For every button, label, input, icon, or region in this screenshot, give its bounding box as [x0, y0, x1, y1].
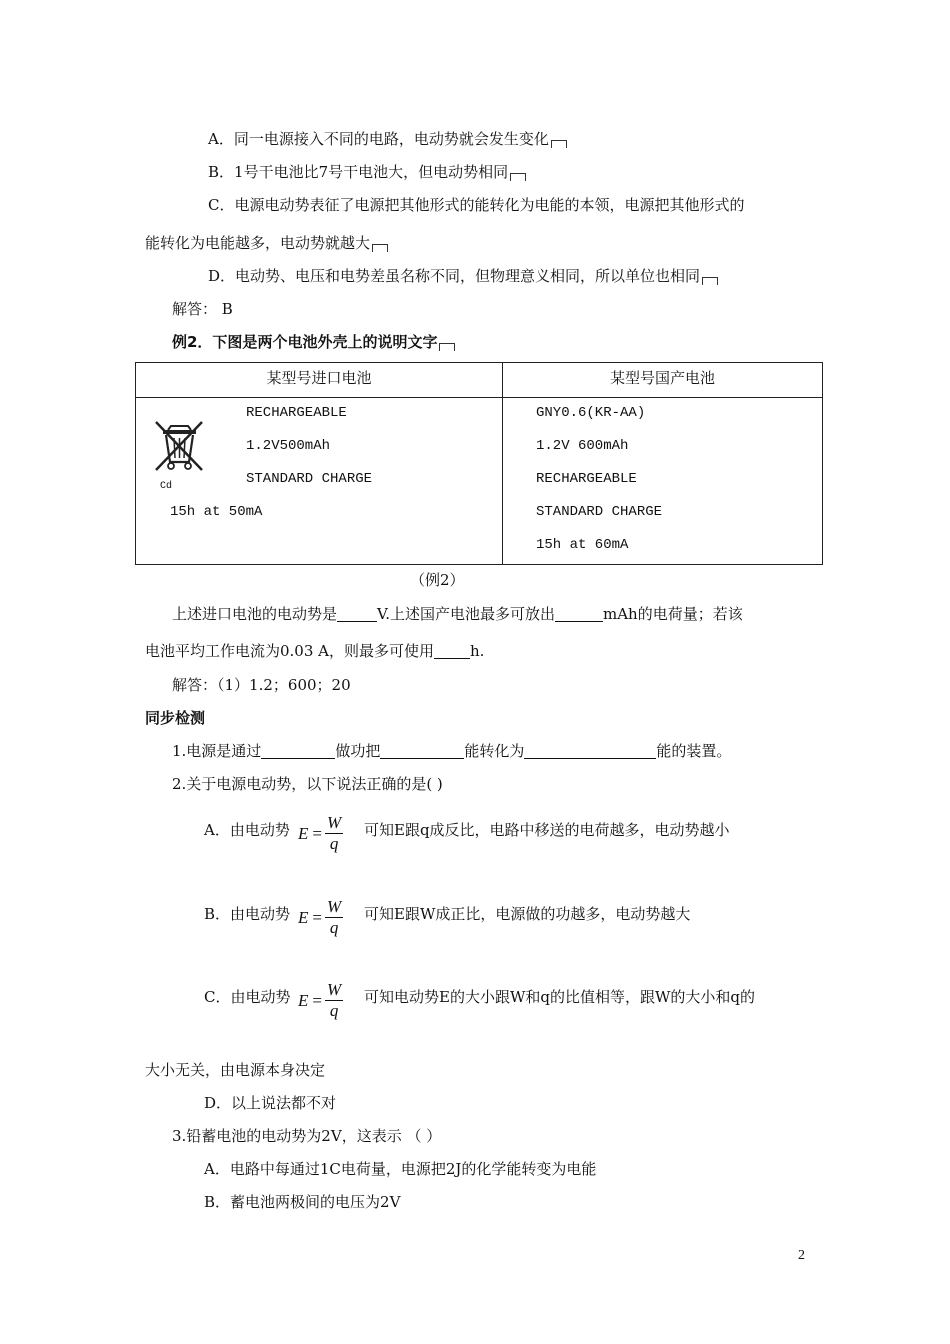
example2-title: 例2．下图是两个电池外壳上的说明文字	[172, 331, 455, 352]
sync-q2-b-prefix: B．由电动势	[204, 905, 291, 923]
imported-line-1: RECHARGEABLE	[246, 405, 347, 421]
page-number: 2	[798, 1248, 805, 1263]
domestic-line-2: 1.2V 600mAh	[536, 438, 629, 454]
domestic-line-3: RECHARGEABLE	[536, 471, 637, 487]
table-header-imported: 某型号进口电池	[136, 363, 503, 398]
cd-label: Cd	[160, 481, 173, 492]
option-c-line2: 能转化为电能越多，电动势就越大	[145, 232, 388, 253]
domestic-line-5: 15h at 60mA	[536, 537, 629, 553]
option-d: D．电动势、电压和电势差虽名称不同，但物理意义相同，所以单位也相同	[208, 265, 718, 286]
recycle-bin-crossed-icon	[148, 418, 210, 478]
emf-formula: E = $\frac{W}{q}$	[298, 813, 342, 853]
option-a: A．同一电源接入不同的电路，电动势就会发生变化	[208, 128, 567, 149]
sync-q1: 1.电源是通过 做功把 能转化为 能的装置。	[172, 742, 732, 760]
emf-formula: E = $\frac{W}{q}$	[298, 897, 342, 937]
sync-q2-c-line2: 大小无关，由电源本身决定	[145, 1061, 326, 1079]
domestic-line-4: STANDARD CHARGE	[536, 504, 663, 520]
example2-question-line2: 电池平均工作电流为0.03 A，则最多可使用 h.	[145, 642, 485, 660]
sync-q3-b: B．蓄电池两极间的电压为2V	[204, 1193, 401, 1211]
example2-answer: 解答：（1）1.2；600；20	[172, 676, 351, 694]
battery-table	[135, 362, 823, 565]
sync-q2-c-prefix: C．由电动势	[204, 988, 291, 1006]
sync-q2-a-prefix: A．由电动势	[204, 821, 290, 839]
sync-q2-b-suffix: 可知E跟W成正比，电源做的功越多，电动势越大	[364, 905, 691, 923]
sync-q3: 3.铅蓄电池的电动势为2V，这表示 （ ）	[172, 1127, 442, 1145]
section-heading: 同步检测	[145, 709, 206, 727]
sync-q2: 2.关于电源电动势，以下说法正确的是( )	[172, 775, 443, 793]
imported-line-3: STANDARD CHARGE	[246, 471, 373, 487]
option-b: B．1号干电池比7号干电池大，但电动势相同	[208, 161, 526, 182]
domestic-line-1: GNY0.6(KR-AA)	[536, 405, 646, 421]
imported-line-2: 1.2V500mAh	[246, 438, 331, 454]
sync-q2-c-suffix: 可知电动势E的大小跟W和q的比值相等，跟W的大小和q的	[364, 988, 755, 1006]
sync-q3-a: A．电路中每通过1C电荷量，电源把2J的化学能转变为电能	[204, 1160, 597, 1178]
imported-line-4: 15h at 50mA	[170, 504, 263, 520]
answer-q1: 解答： B	[172, 300, 233, 318]
option-c-line1: C．电源电动势表征了电源把其他形式的能转化为电能的本领，电源把其他形式的	[208, 196, 745, 214]
table-header-domestic: 某型号国产电池	[503, 363, 823, 398]
emf-formula: E = $\frac{W}{q}$	[298, 980, 342, 1020]
sync-q2-d: D．以上说法都不对	[204, 1094, 337, 1112]
imported-battery-cell	[136, 398, 503, 565]
sync-q2-a-suffix: 可知E跟q成反比，电路中移送的电荷越多，电动势越小	[364, 821, 730, 839]
example2-caption: （例2）	[410, 571, 465, 589]
example2-question-line1: 上述进口电池的电动势是 V.上述国产电池最多可放出 mAh的电荷量；若该	[172, 605, 743, 623]
domestic-battery-cell	[503, 398, 823, 565]
